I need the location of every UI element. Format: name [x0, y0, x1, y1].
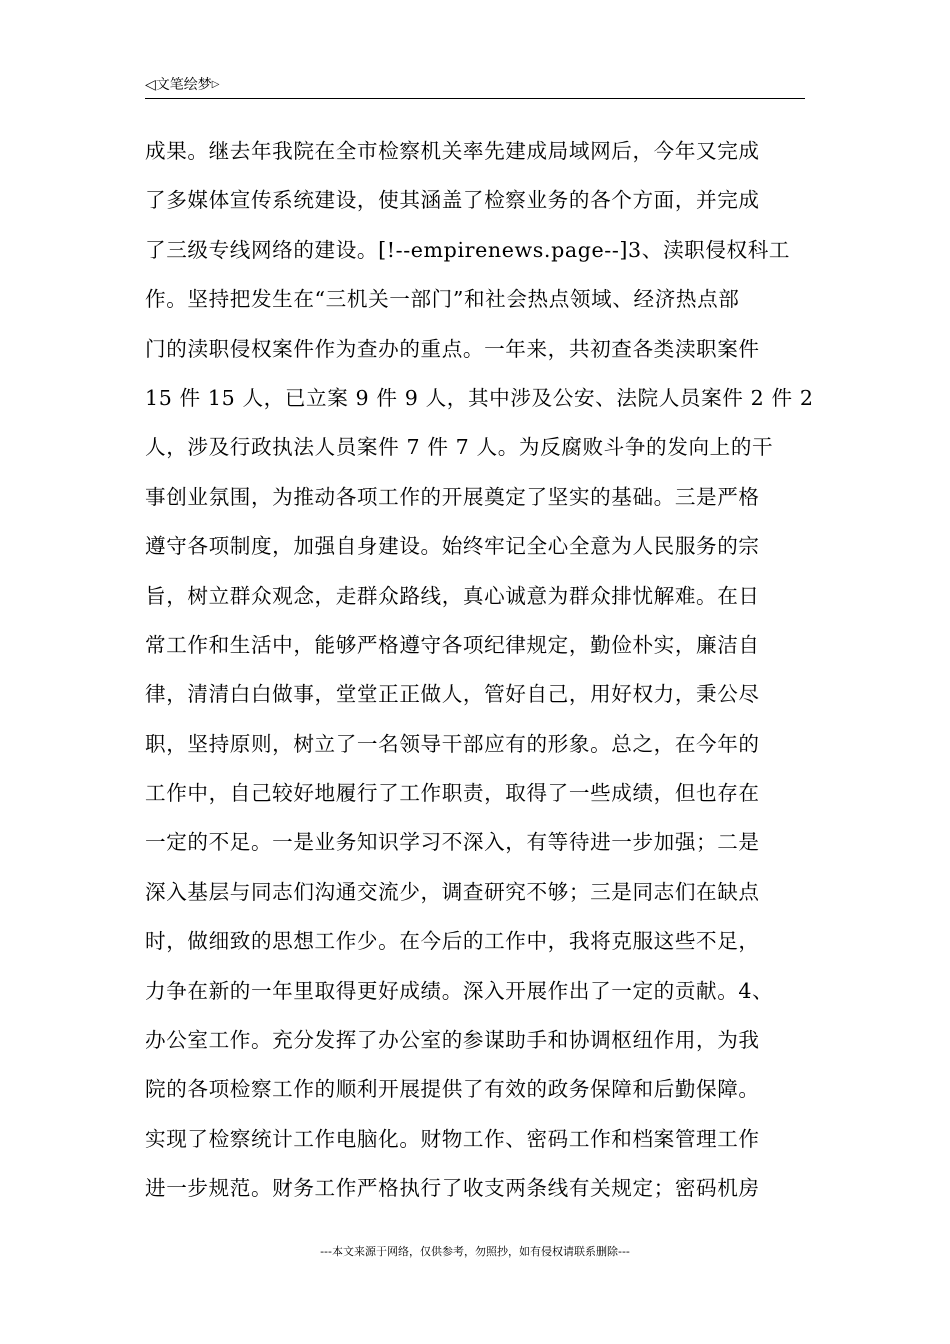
body-line: 院的各项检察工作的顺利开展提供了有效的政务保障和后勤保障。	[145, 1077, 760, 1102]
body-line: 深入基层与同志们沟通交流少，调查研究不够；三是同志们在缺点	[145, 879, 760, 904]
body-line: 成果。继去年我院在全市检察机关率先建成局域网后，今年又完成	[145, 139, 760, 163]
body-line: 事创业氛围，为推动各项工作的开展奠定了坚实的基础。三是严格	[145, 484, 760, 509]
body-line: 遵守各项制度，加强自身建设。始终牢记全心全意为人民服务的宗	[145, 534, 760, 559]
body-line: 职，坚持原则，树立了一名领导干部应有的形象。总之，在今年的	[145, 731, 760, 756]
body-line: 一定的不足。一是业务知识学习不深入，有等待进一步加强；二是	[145, 830, 760, 855]
body-line: 人，涉及行政执法人员案件 7 件 7 人。为反腐败斗争的发向上的干	[145, 435, 774, 460]
body-line: 了三级专线网络的建设。[!--empirenews.page--]3、渎职侵权科工	[145, 237, 791, 262]
header-title: 文笔绘梦	[155, 77, 212, 93]
page-header	[145, 74, 805, 99]
body-line: 旨，树立群众观念，走群众路线，真心诚意为群众排忧解难。在日	[145, 583, 760, 608]
page-footer-notice: ---本文来源于网络，仅供参考，勿照抄，如有侵权请联系删除---	[320, 1245, 630, 1258]
left-triangle-icon: ◁	[145, 77, 156, 93]
body-line: 15 件 15 人，已立案 9 件 9 人，其中涉及公安、法院人员案件 2 件 2	[145, 385, 814, 410]
body-line: 实现了检察统计工作电脑化。财物工作、密码工作和档案管理工作	[145, 1126, 760, 1151]
body-line: 律，清清白白做事，堂堂正正做人，管好自己，用好权力，秉公尽	[145, 682, 760, 707]
body-line: 了多媒体宣传系统建设，使其涵盖了检察业务的各个方面，并完成	[145, 188, 760, 213]
body-line: 工作中，自己较好地履行了工作职责，取得了一些成绩，但也存在	[145, 781, 760, 806]
body-line: 门的渎职侵权案件作为查办的重点。一年来，共初查各类渎职案件	[145, 336, 760, 361]
body-line: 进一步规范。财务工作严格执行了收支两条线有关规定；密码机房	[145, 1176, 760, 1201]
document-body	[145, 131, 814, 1218]
header-brand	[145, 76, 219, 94]
body-line: 作。坚持把发生在“三机关一部门”和社会热点领域、经济热点部	[145, 287, 740, 312]
body-line: 办公室工作。充分发挥了办公室的参谋助手和协调枢纽作用，为我	[145, 1028, 760, 1053]
right-triangle-icon: ▷	[211, 79, 220, 90]
body-line: 常工作和生活中，能够严格遵守各项纪律规定，勤俭朴实，廉洁自	[145, 632, 760, 657]
body-line: 力争在新的一年里取得更好成绩。深入开展作出了一定的贡献。4、	[145, 978, 774, 1003]
body-line: 时，做细致的思想工作少。在今后的工作中，我将克服这些不足，	[145, 929, 760, 954]
